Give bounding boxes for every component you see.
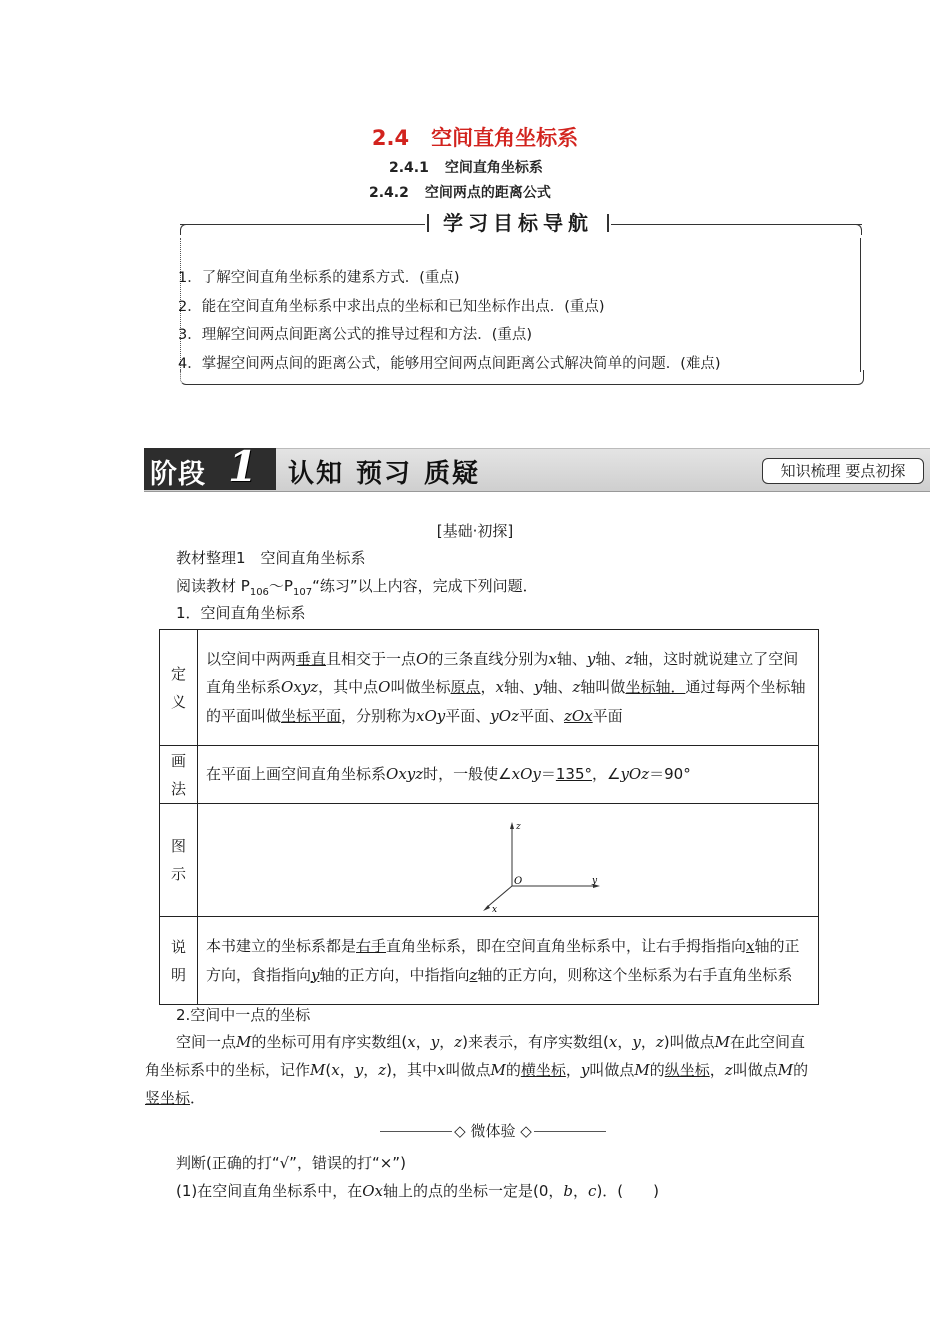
- var: M: [714, 1033, 730, 1051]
- var: M: [310, 1061, 326, 1079]
- var: xOy: [416, 706, 446, 725]
- text: 直角坐标系，即在空间直角坐标系中，让右手拇指指向: [386, 937, 747, 955]
- micro-title-text: 微体验: [470, 1122, 516, 1140]
- row-label: [160, 630, 198, 746]
- var: z: [724, 1061, 733, 1079]
- row-label: [160, 917, 198, 1005]
- blank-answer: 135°: [555, 765, 592, 784]
- text: 轴的正方向，则称这个坐标系为右手直角坐标系: [477, 965, 793, 984]
- text: 轴，这时就说建立了空间直角坐标系: [206, 649, 799, 697]
- subsection-2-title: 空间两点的距离公式: [424, 185, 551, 201]
- question-1: [176, 1180, 659, 1201]
- text: 叫做坐标: [390, 678, 451, 697]
- origin-label: O: [514, 876, 523, 887]
- blank-answer: x: [746, 937, 755, 955]
- blank-answer: y: [311, 965, 320, 984]
- text: )，其中: [386, 1061, 437, 1079]
- text: 的: [793, 1061, 809, 1079]
- blank-answer: zOx: [564, 706, 593, 725]
- definition-table: [159, 629, 819, 1005]
- objectives-banner-label: [425, 208, 611, 238]
- read-text: 阅读教材 P: [176, 577, 250, 595]
- var: Oxyz: [281, 678, 319, 697]
- objective-item: 2．能在空间直角坐标系中求出点的坐标和已知坐标作出点．(重点): [178, 298, 605, 315]
- read-text: “练习”以上内容，完成下列问题．: [312, 577, 538, 595]
- point-paragraph: [145, 1028, 817, 1112]
- reading-instruction: [176, 575, 538, 598]
- row-label: [160, 746, 198, 804]
- blank-answer: z: [469, 965, 478, 984]
- var: x: [331, 1061, 340, 1079]
- var: z: [655, 1033, 664, 1051]
- text: ，: [415, 1033, 431, 1051]
- material-heading: 教材整理1 空间直角坐标系: [176, 549, 366, 567]
- item-1-heading: 1．空间直角坐标系: [176, 604, 306, 622]
- text: 轴的正方向，中指指向: [319, 965, 470, 984]
- var: y: [586, 649, 596, 668]
- label-char: 义: [170, 692, 186, 711]
- table-row: [160, 804, 819, 917]
- text: 轴、: [504, 678, 535, 697]
- label-char: 明: [170, 965, 186, 984]
- objectives-frame-bottom: [180, 370, 864, 385]
- var: Oxyz: [386, 765, 424, 784]
- text: 在平面上画空间直角坐标系: [206, 765, 387, 784]
- var: z: [572, 678, 581, 697]
- text: )叫做点: [663, 1033, 715, 1051]
- subsection-1-number: 2.4.1: [389, 160, 429, 176]
- text: ．: [190, 1089, 206, 1107]
- subsection-1-title: 空间直角坐标系: [444, 160, 543, 176]
- stage-title-3: 质疑: [424, 459, 481, 489]
- label-char: 示: [170, 865, 186, 883]
- text: 平面、: [445, 706, 491, 725]
- var: b: [563, 1182, 574, 1200]
- var: M: [490, 1061, 506, 1079]
- var: x: [548, 649, 557, 668]
- section-number: 2.4: [371, 126, 410, 150]
- x-axis: [486, 886, 512, 908]
- read-sub: 107: [292, 587, 313, 598]
- read-sub: 106: [249, 587, 269, 598]
- var: x: [608, 1033, 618, 1051]
- subsection-1: [389, 157, 543, 177]
- figure-cell: [198, 804, 819, 917]
- objectives-list: [178, 264, 721, 378]
- stage-title: [288, 453, 492, 490]
- basic-tag: [基础·初探]: [436, 522, 514, 540]
- var: y: [354, 1061, 364, 1079]
- label-char: 说: [170, 937, 186, 956]
- text: 时，一般使∠: [423, 765, 512, 784]
- stage-word: 阶段: [150, 459, 206, 490]
- text: 平面、: [518, 706, 564, 725]
- var: M: [236, 1033, 252, 1051]
- text: 叫做点: [445, 1061, 491, 1079]
- text: 叫做点: [732, 1061, 778, 1079]
- var: y: [580, 1061, 590, 1079]
- text: 在此空间直角坐标系中的坐标，记作: [145, 1033, 805, 1079]
- var: M: [777, 1061, 794, 1079]
- label-char: 图: [170, 837, 186, 855]
- drawing-method-cell: [198, 746, 819, 804]
- coordinate-axes-figure: [206, 804, 666, 916]
- var: y: [534, 678, 543, 697]
- text: 轴、: [542, 678, 573, 697]
- blank-answer: 竖坐标: [145, 1089, 191, 1107]
- y-label: y: [592, 876, 598, 886]
- var: y: [632, 1033, 641, 1051]
- text: 轴的正方向，食指指向: [206, 937, 800, 984]
- text: 且相交于一点: [326, 649, 417, 668]
- label-char: 定: [170, 664, 186, 683]
- objectives-banner-text: 学习目标导航: [443, 211, 593, 235]
- text: 平面: [592, 706, 623, 725]
- objectives-frame-right: [860, 238, 861, 372]
- text: 轴、: [556, 649, 587, 668]
- subsection-2-number: 2.4.2: [369, 185, 409, 201]
- subsection-2: [369, 182, 551, 202]
- section-title: [0, 122, 950, 152]
- var: O: [378, 678, 391, 697]
- var: M: [634, 1061, 650, 1079]
- objective-item: 4．掌握空间两点间的距离公式，能够用空间两点间距离公式解决简单的问题．(难点): [178, 355, 721, 372]
- x-label: x: [492, 905, 498, 915]
- text: ，∠: [592, 765, 621, 784]
- text: ，: [573, 1182, 589, 1200]
- var: y: [430, 1033, 440, 1051]
- stage-number: 1: [228, 442, 258, 491]
- objective-item: 3．理解空间两点间距离公式的推导过程和方法．(重点): [178, 327, 533, 343]
- objectives-banner: [180, 208, 862, 238]
- blank-answer: 原点: [450, 678, 481, 697]
- table-row: [160, 630, 819, 746]
- table-row: [160, 917, 819, 1005]
- text: ，: [480, 678, 496, 697]
- var: x: [407, 1033, 416, 1051]
- text: 叫做点: [589, 1061, 635, 1079]
- blank-answer: 纵坐标: [664, 1061, 710, 1079]
- answer-blank[interactable]: )．( ): [596, 1182, 660, 1200]
- var: z: [454, 1033, 463, 1051]
- var: z: [625, 649, 634, 668]
- text: ，: [565, 1061, 581, 1079]
- read-text: ～P: [268, 577, 293, 595]
- label-char: 法: [170, 779, 186, 798]
- var: x: [495, 678, 504, 697]
- var: z: [378, 1061, 387, 1079]
- blank-answer: 垂直: [296, 649, 327, 668]
- var: O: [416, 649, 429, 668]
- text: 的坐标可用有序实数组(: [251, 1033, 408, 1051]
- text: 本书建立的坐标系都是: [206, 937, 357, 955]
- stage-title-1: 认知: [288, 459, 345, 489]
- var: yOz: [490, 706, 519, 725]
- text: (1)在空间直角坐标系中，在: [176, 1182, 363, 1200]
- text: ＝90°: [649, 765, 691, 784]
- text: 轴叫做: [580, 678, 626, 697]
- text: )来表示，有序实数组(: [462, 1033, 609, 1051]
- var: Ox: [362, 1182, 384, 1200]
- text: 的: [649, 1061, 665, 1079]
- definition-cell: [198, 630, 819, 746]
- item-2-heading: 2.空间中一点的坐标: [176, 1006, 311, 1024]
- micro-experience-title: ◇ 微体验 ◇: [454, 1122, 532, 1140]
- stage-title-2: 预习: [356, 459, 413, 489]
- explanation-cell: [198, 917, 819, 1005]
- text: (: [325, 1061, 332, 1079]
- text: 以空间中两两: [206, 649, 297, 668]
- row-label: [160, 804, 198, 917]
- var: x: [436, 1061, 446, 1079]
- blank-answer: 坐标平面: [281, 706, 342, 725]
- z-arrow: [510, 822, 514, 829]
- var: xOy: [511, 765, 541, 784]
- var: c: [588, 1182, 597, 1200]
- text: ＝: [540, 765, 556, 784]
- text: 通过每两个坐标轴的平面叫做: [206, 678, 806, 725]
- table-row: [160, 746, 819, 804]
- text: ，: [640, 1033, 656, 1051]
- label-char: 画: [170, 751, 186, 770]
- text: ，: [339, 1061, 355, 1079]
- text: ，: [363, 1061, 379, 1079]
- micro-experience-divider: [380, 1120, 606, 1142]
- objective-item: 1．了解空间直角坐标系的建系方式．(重点): [178, 270, 460, 286]
- stage-tag: 知识梳理 要点初探: [762, 458, 924, 484]
- var: yOz: [620, 765, 650, 784]
- text: 的: [505, 1061, 521, 1079]
- text: 空间一点: [176, 1033, 237, 1051]
- text: 的三条直线分别为: [428, 649, 549, 668]
- blank-answer: 坐标轴．: [625, 678, 686, 697]
- text: ，: [617, 1033, 633, 1051]
- text: 轴上的点的坐标一定是(0，: [383, 1182, 564, 1200]
- judge-instruction: 判断(正确的打“√”，错误的打“×”): [176, 1154, 406, 1172]
- z-label: z: [516, 822, 521, 832]
- blank-answer: 横坐标: [520, 1061, 566, 1079]
- text: ，: [709, 1061, 725, 1079]
- section-title-text: 空间直角坐标系: [431, 126, 579, 150]
- text: ，分别称为: [341, 706, 417, 725]
- blank-answer: 右手: [356, 937, 387, 955]
- text: ，其中点: [318, 678, 379, 697]
- text: 轴、: [595, 649, 626, 668]
- text: ，: [439, 1033, 455, 1051]
